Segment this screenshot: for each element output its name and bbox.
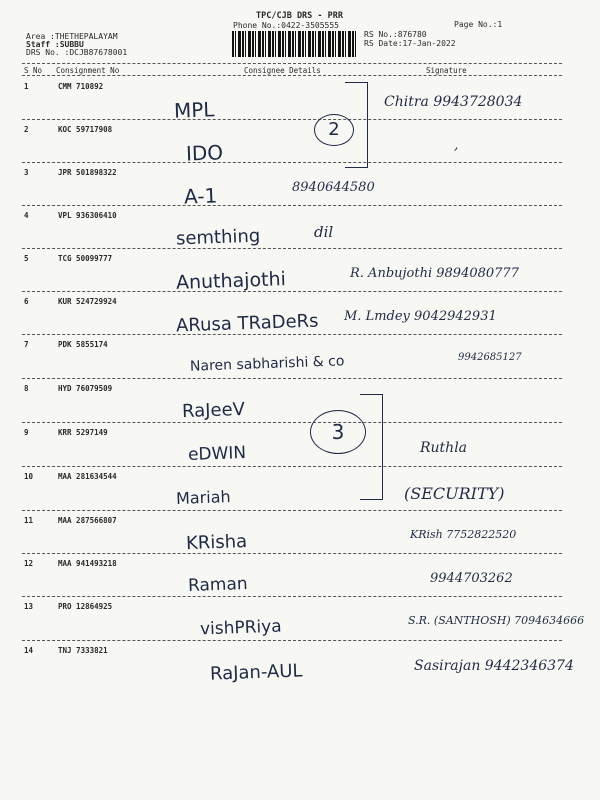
row-divider <box>22 466 562 467</box>
column-consignee: Consignee Details <box>244 66 321 75</box>
consignment-no: TNJ 7333821 <box>58 646 108 655</box>
signature-entry: S.R. (SANTHOSH) 7094634666 <box>408 614 585 627</box>
row-sno: 8 <box>24 384 29 393</box>
signature-entry: KRish 7752822520 <box>410 528 517 541</box>
column-consignment: Consignment No <box>56 66 120 75</box>
consignment-no: VPL 936306410 <box>58 211 117 220</box>
consignee-name: IDO <box>185 140 224 166</box>
row-sno: 13 <box>24 602 34 611</box>
signature-entry: (SECURITY) <box>404 484 505 503</box>
phone-number: Phone No.:0422-3505555 <box>233 21 339 30</box>
consignment-no: HYD 76079509 <box>58 384 113 393</box>
consignee-name: Naren sabharishi & co <box>189 353 345 375</box>
consignee-name: eDWIN <box>187 442 247 466</box>
consignee-name: semthing <box>175 225 261 250</box>
row-divider <box>22 596 562 597</box>
row-sno: 7 <box>24 340 29 349</box>
signature-entry: dil <box>314 223 334 241</box>
header-rule <box>22 63 562 64</box>
row-divider <box>22 553 562 554</box>
row-sno: 11 <box>24 516 34 525</box>
signature-entry: Ruthla <box>420 440 468 456</box>
drs-number: DRS No. :DCJB87678001 <box>26 48 128 57</box>
row-sno: 5 <box>24 254 29 263</box>
page-number: Page No.:1 <box>454 20 503 29</box>
consignee-name: RaJan-AUL <box>209 660 303 685</box>
consignee-name: KRisha <box>185 530 248 555</box>
consignee-name: ARusa TRaDeRs <box>175 310 319 337</box>
consignment-no: MAA 287566807 <box>58 516 117 525</box>
consignment-no: JPR 501898322 <box>58 168 117 177</box>
row-sno: 9 <box>24 428 29 437</box>
consignment-no: CMM 710892 <box>58 82 104 91</box>
row-divider <box>22 205 562 206</box>
consignment-no: TCG 50099777 <box>58 254 113 263</box>
row-divider <box>22 248 562 249</box>
row-divider <box>22 510 562 511</box>
staff-field: Staff :SUBBU <box>26 40 84 49</box>
row-divider <box>22 334 562 335</box>
signature-entry: Sasirajan 9442346374 <box>414 658 574 674</box>
signature-entry: Chitra 9943728034 <box>384 94 523 110</box>
row-sno: 12 <box>24 559 34 568</box>
consignment-no: MAA 941493218 <box>58 559 117 568</box>
row-sno: 1 <box>24 82 29 91</box>
barcode-icon <box>232 31 358 57</box>
row-sno: 14 <box>24 646 34 655</box>
column-signature: Signature <box>426 66 467 75</box>
row-sno: 4 <box>24 211 29 220</box>
group-mark: 2 <box>314 114 354 146</box>
group-mark: 3 <box>310 410 366 454</box>
consignment-no: PRO 12864925 <box>58 602 113 611</box>
row-sno: 10 <box>24 472 34 481</box>
signature-entry: , <box>454 137 459 153</box>
consignment-no: KRR 5297149 <box>58 428 108 437</box>
consignee-name: vishPRiya <box>199 616 283 640</box>
consignment-no: MAA 281634544 <box>58 472 117 481</box>
row-sno: 6 <box>24 297 29 306</box>
row-sno: 3 <box>24 168 29 177</box>
consignment-no: KOC 59717908 <box>58 125 113 134</box>
signature-entry: R. Anbujothi 9894080777 <box>350 266 519 281</box>
consignee-name: MPL <box>173 97 215 123</box>
signature-entry: 9944703262 <box>430 571 513 586</box>
consignee-name: Mariah <box>175 487 231 508</box>
row-divider <box>22 119 562 120</box>
row-divider <box>22 378 562 379</box>
consignment-no: KUR 524729924 <box>58 297 117 306</box>
consignment-no: PDK 5855174 <box>58 340 108 349</box>
header-rule <box>22 75 562 76</box>
row-divider <box>22 291 562 292</box>
consignee-name: Raman <box>187 573 248 597</box>
signature-entry: M. Lmdey 9042942931 <box>344 309 497 324</box>
row-sno: 2 <box>24 125 29 134</box>
consignee-name: Anuthajothi <box>175 268 287 294</box>
signature-entry: 8940644580 <box>292 180 375 195</box>
rs-number: RS No.:876780 <box>364 30 427 39</box>
column-sno: S No <box>24 66 43 75</box>
row-divider <box>22 640 562 641</box>
document-title: TPC/CJB DRS - PRR <box>256 11 343 21</box>
signature-entry: 9942685127 <box>458 352 522 363</box>
row-divider <box>22 162 562 163</box>
consignee-name: A-1 <box>183 183 218 209</box>
rs-date: RS Date:17-Jan-2022 <box>364 39 456 48</box>
row-divider <box>22 422 562 423</box>
consignee-name: RaJeeV <box>181 398 246 423</box>
group-bracket <box>360 394 383 500</box>
area-field: Area :THETHEPALAYAM <box>26 32 118 41</box>
